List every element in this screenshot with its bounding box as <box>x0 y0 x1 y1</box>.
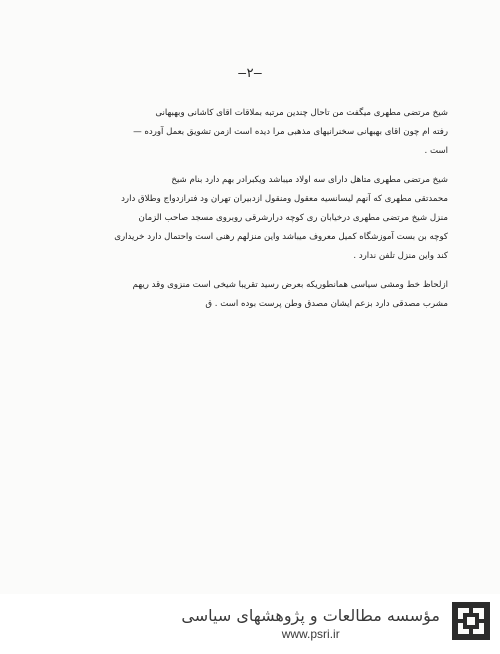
text-line: کوچه بن بست آموزشگاه کمیل معروف میباشد واین منزلهم رهنی است واحتمال دارد خریداری <box>114 232 448 242</box>
text-line: رفته ام چون اقای بهبهانی سخنرانیهای مذهبی مرا دیده است ازمن تشویق بعمل آورده — <box>133 127 448 137</box>
text-line: ازلحاظ خط ومشی سیاسی همانطوریکه بعرض رسید تقریبا شیخی است منزوی وقد ریهم <box>132 280 448 290</box>
page-number: —٢— <box>238 66 262 81</box>
text-line: کند واین منزل تلفن ندارد . <box>353 251 448 261</box>
brand-block <box>181 606 440 641</box>
text-line: شیخ مرتضی مطهری متاهل دارای سه اولاد میباشد ویکبرادر بهم دارد بنام شیخ <box>171 175 448 185</box>
text-line: محمدتقی مطهری که آنهم لیسانسیه معقول ومنقول ازدبیران تهران ود فترازدواج وطلاق دارد <box>121 194 448 204</box>
footer-banner <box>0 594 500 654</box>
document-body <box>50 104 448 314</box>
psri-logo-icon <box>452 602 490 640</box>
website-link[interactable]: www.psri.ir <box>281 627 340 641</box>
text-line: منزل شیخ مرتضی مطهری درخیابان ری کوچه درارشرقی روبروی مسجد صاحب الزمان <box>138 213 448 223</box>
organization-name: مؤسسه مطالعات و پژوهشهای سیاسی <box>181 606 440 625</box>
text-line: است . <box>424 146 448 156</box>
text-line: مشرب مصدقی دارد بزعم ایشان مصدق وطن پرست بوده است . ق <box>205 299 448 309</box>
text-line: شیخ مرتضی مطهری میگفت من تاحال چندین مرتبه بملاقات اقای کاشانی وبهبهانی <box>155 108 448 118</box>
